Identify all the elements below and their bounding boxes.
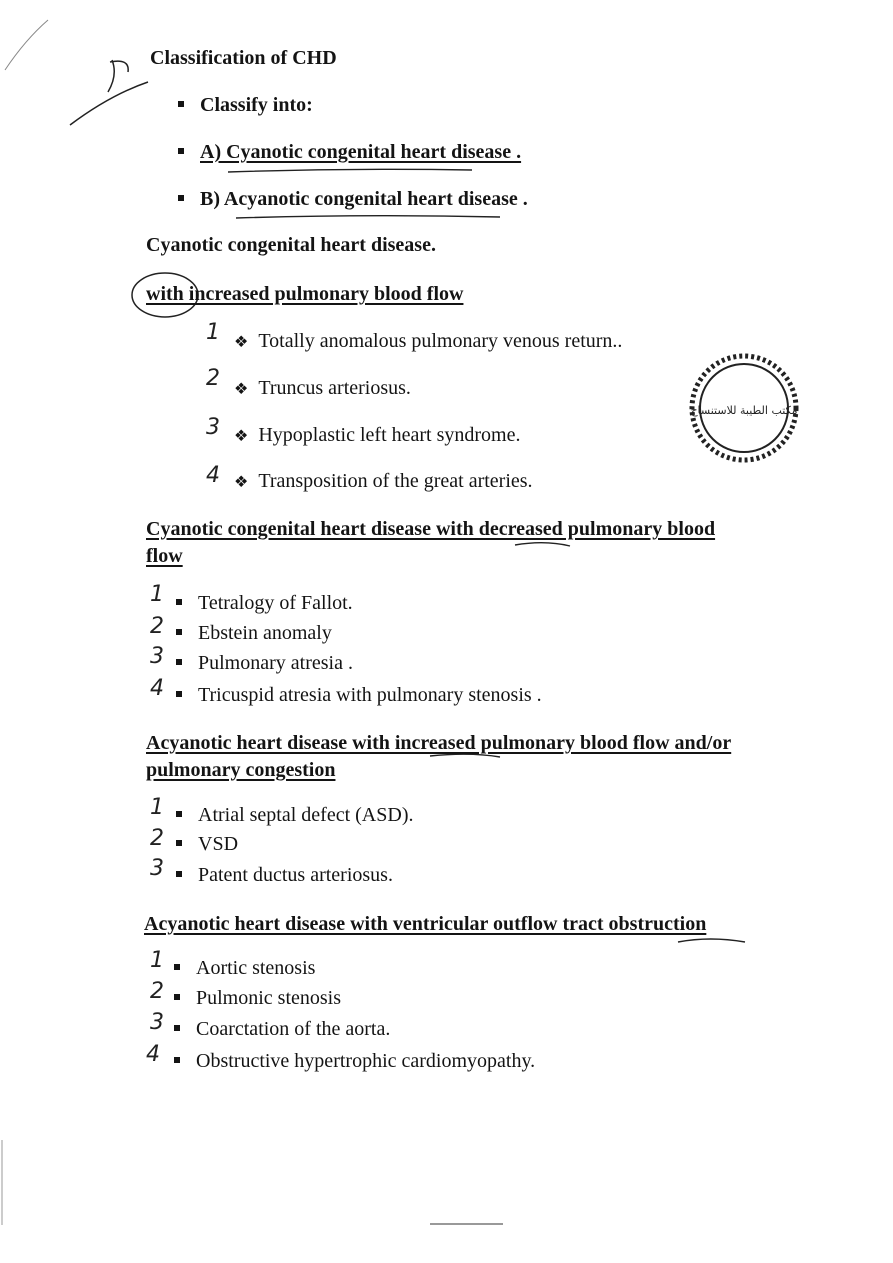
- list-item: [234, 470, 533, 493]
- list-item-text: Truncus arteriosus.: [258, 377, 411, 399]
- bullet-square: [176, 840, 182, 846]
- bullet-square: [176, 629, 182, 635]
- list-item: [176, 804, 413, 827]
- handwritten-number: 2: [206, 366, 220, 391]
- classify-option-a: [178, 141, 521, 164]
- handwritten-number: 3: [150, 1010, 164, 1035]
- list-item-text: Pulmonic stenosis: [196, 987, 342, 1009]
- list-item-text: Tetralogy of Fallot.: [198, 592, 353, 614]
- handwritten-number: 2: [150, 826, 164, 851]
- stamp-text: مكتب الطيبة للاستنساخ: [690, 404, 798, 417]
- list-item-text: Patent ductus arteriosus.: [198, 864, 393, 886]
- handwritten-number: 3: [150, 644, 164, 669]
- section1-heading: Cyanotic congenital heart disease.: [146, 234, 436, 256]
- handwritten-number: 1: [206, 320, 220, 345]
- bullet-square: [174, 994, 180, 1000]
- section4-heading: Acyanotic heart disease with ventricular outflow tract obstruction: [144, 913, 707, 935]
- bullet-square: [176, 691, 182, 697]
- list-item: [174, 957, 315, 980]
- stamp-seal: [688, 352, 800, 464]
- section2-heading-line1: Cyanotic congenital heart disease with decreased pulmonary blood: [146, 518, 716, 540]
- classify-line: [178, 94, 313, 117]
- list-item: [174, 1018, 390, 1041]
- handwritten-number: 2: [150, 979, 164, 1004]
- diamond-bullet-icon: ❖: [234, 474, 249, 491]
- handwritten-number: 4: [206, 463, 220, 488]
- list-item-text: Atrial septal defect (ASD).: [198, 804, 414, 826]
- list-item: [176, 684, 542, 707]
- bullet-square: [174, 964, 180, 970]
- bullet-square: [176, 659, 182, 665]
- bullet-square: [178, 148, 184, 154]
- classify-label: Classify into:: [200, 94, 313, 116]
- list-item: [174, 1050, 535, 1073]
- list-item: [176, 864, 393, 887]
- list-item-text: Tricuspid atresia with pulmonary stenosis .: [198, 684, 542, 706]
- list-item-text: Totally anomalous pulmonary venous return..: [258, 330, 623, 352]
- list-item-text: VSD: [198, 833, 239, 855]
- bullet-square: [176, 871, 182, 877]
- list-item: [234, 377, 411, 400]
- diamond-bullet-icon: ❖: [234, 334, 249, 351]
- list-item: [176, 622, 332, 645]
- diamond-bullet-icon: ❖: [234, 428, 249, 445]
- section2-heading-line2: flow: [146, 545, 183, 567]
- list-item: [234, 424, 521, 447]
- handwritten-number: 3: [150, 856, 164, 881]
- list-item-text: Hypoplastic left heart syndrome.: [258, 424, 521, 446]
- section3-heading-line2: pulmonary congestion: [146, 759, 336, 781]
- handwritten-number: 1: [150, 582, 164, 607]
- list-item-text: Transposition of the great arteries.: [258, 470, 533, 492]
- list-item: [176, 652, 353, 675]
- classify-option-b: [178, 188, 528, 211]
- bullet-square: [176, 599, 182, 605]
- bullet-square: [174, 1057, 180, 1063]
- page-title: Classification of CHD: [150, 47, 337, 69]
- handwritten-number: 4: [150, 676, 164, 701]
- list-item-text: Obstructive hypertrophic cardiomyopathy.: [196, 1050, 536, 1072]
- bullet-square: [178, 101, 184, 107]
- list-item: [234, 330, 622, 353]
- list-item: [174, 987, 341, 1010]
- option-b-text: B) Acyanotic congenital heart disease .: [200, 188, 528, 210]
- handwritten-number: 1: [150, 795, 164, 820]
- handwritten-number: 4: [146, 1042, 160, 1067]
- list-item-text: Aortic stenosis: [196, 957, 316, 979]
- handwritten-number: 3: [206, 415, 220, 440]
- handwritten-number: 1: [150, 948, 164, 973]
- list-item: [176, 833, 238, 856]
- section3-heading-line1: Acyanotic heart disease with increased pulmonary blood flow and/or: [146, 732, 732, 754]
- list-item-text: Pulmonary atresia .: [198, 652, 353, 674]
- bullet-square: [178, 195, 184, 201]
- bullet-square: [176, 811, 182, 817]
- list-item-text: Coarctation of the aorta.: [196, 1018, 391, 1040]
- list-item: [176, 592, 353, 615]
- handwritten-number: 2: [150, 614, 164, 639]
- option-a-text: A) Cyanotic congenital heart disease .: [200, 141, 522, 163]
- bullet-square: [174, 1025, 180, 1031]
- diamond-bullet-icon: ❖: [234, 381, 249, 398]
- list-item-text: Ebstein anomaly: [198, 622, 332, 644]
- section1-subheading: with increased pulmonary blood flow: [146, 283, 464, 305]
